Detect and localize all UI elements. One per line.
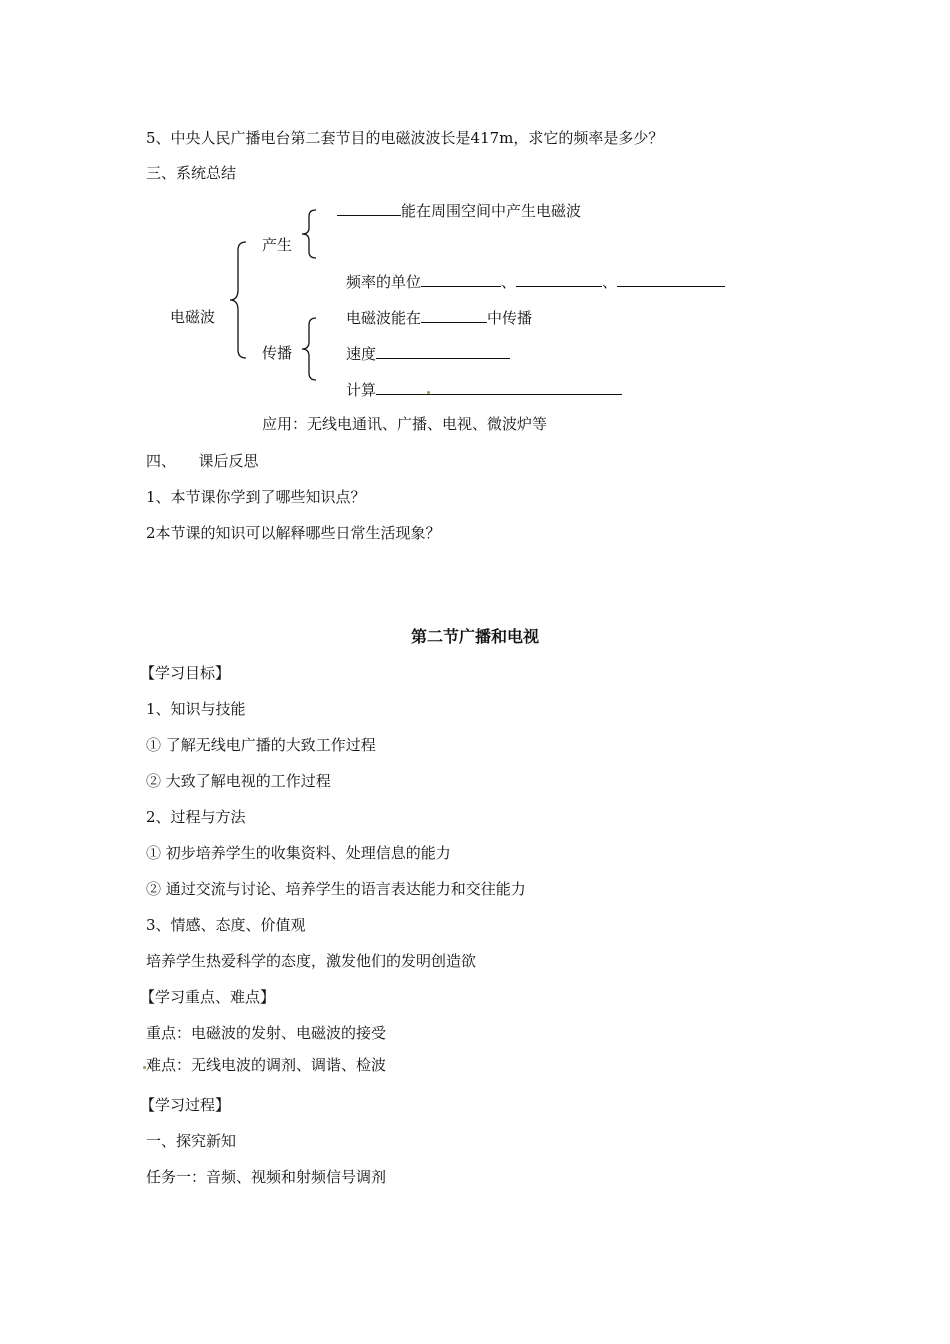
application-line: 应用：无线电通讯、广播、电视、微波炉等 [262,415,548,433]
calculation-line: 计算 [346,379,622,400]
process-header: 【学习过程】 [140,1096,231,1114]
section-heading-reflection: 四、 课后反思 [146,452,259,470]
goals-header: 【学习目标】 [140,664,231,682]
propagate-label: 传播 [262,344,293,362]
blank-speed[interactable] [376,343,510,359]
speed-line: 速度 [346,343,510,364]
blank-medium[interactable] [421,307,487,323]
root-label: 电磁波 [170,308,216,326]
reflection-question-1: 1、本节课你学到了哪些知识点？ [146,488,366,506]
goal-3: 3、情感、态度、价值观 [146,916,306,934]
blank-unit-3[interactable] [617,271,725,287]
reflection-question-2: 2本节课的知识可以解释哪些日常生活现象？ [146,524,441,542]
blank-unit-2[interactable] [516,271,602,287]
blank-unit-1[interactable] [421,271,501,287]
root-brace [228,240,248,360]
produce-label: 产生 [262,236,293,254]
propagate-brace [300,316,318,382]
stray-mark [427,391,430,394]
question-5: 5、中央人民广播电台第二套节目的电磁波波长是417m，求它的频率是多少？ [146,129,664,147]
goal-1: 1、知识与技能 [146,700,246,718]
blank-calculation[interactable] [376,379,622,395]
goal-1b: ② 大致了解电视的工作过程 [146,772,331,790]
key-points-header: 【学习重点、难点】 [140,988,276,1006]
section-heading-summary: 三、系统总结 [146,164,237,182]
produce-brace [300,208,318,260]
explore-heading: 一、探究新知 [146,1132,237,1150]
goal-1a: ① 了解无线电广播的大致工作过程 [146,736,376,754]
frequency-unit-line: 频率的单位 、 、 [346,271,725,292]
blank-source[interactable] [337,200,401,216]
medium-line: 电磁波能在 中传播 [346,309,533,327]
goal-2b: ② 通过交流与讨论、培养学生的语言表达能力和交往能力 [146,880,526,898]
lesson-title: 第二节广播和电视 [410,627,539,646]
stray-mark-2 [143,1066,146,1069]
difficult-point: 难点：无线电波的调剂、调谐、检波 [146,1056,387,1074]
goal-2a: ① 初步培养学生的收集资料、处理信息的能力 [146,844,451,862]
goal-3a: 培养学生热爱科学的态度，激发他们的发明创造欲 [146,952,477,970]
task-1: 任务一：音频、视频和射频信号调剂 [146,1168,387,1186]
goal-2: 2、过程与方法 [146,808,246,826]
key-point: 重点：电磁波的发射、电磁波的接受 [146,1024,387,1042]
produce-line-1: 能在周围空间中产生电磁波 [337,200,581,221]
